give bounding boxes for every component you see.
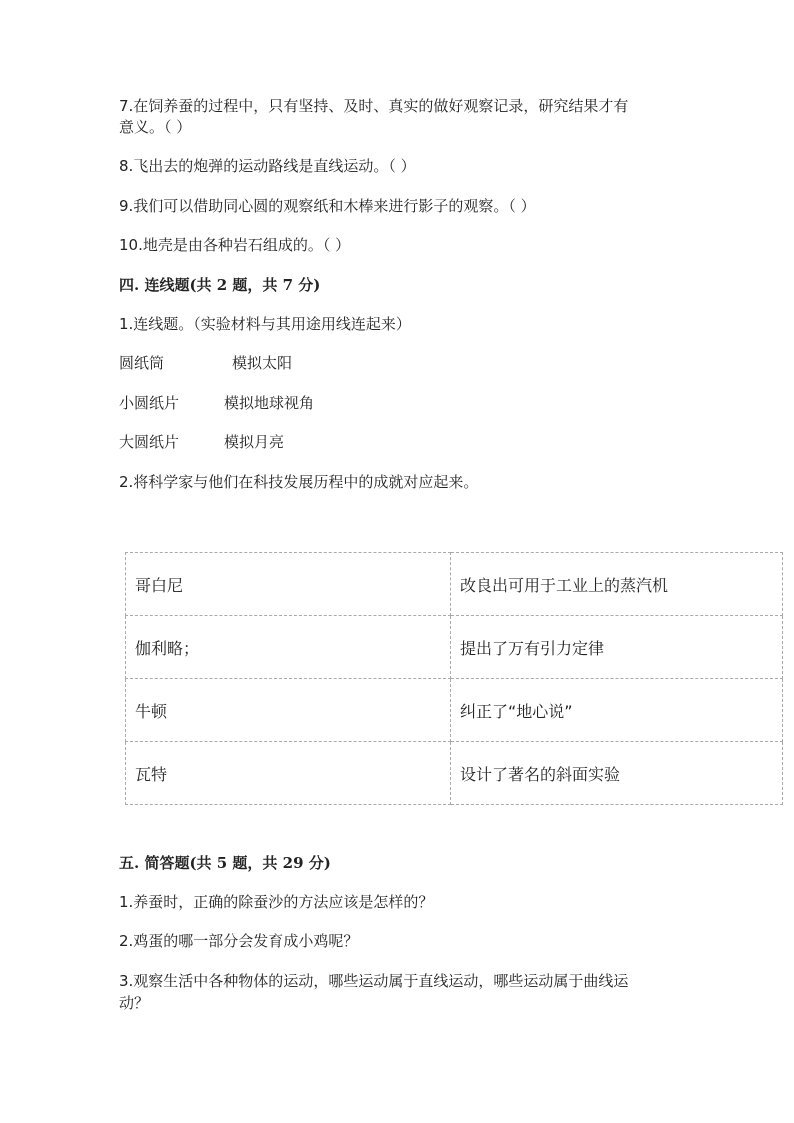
table-row — [126, 553, 783, 616]
question-9: 9.我们可以借助同心圆的观察纸和木棒来进行影子的观察。（ ） — [119, 197, 536, 215]
question-7-line-1: 7.在饲养蚕的过程中，只有坚持、及时、真实的做好观察记录，研究结果才有 — [119, 97, 629, 115]
material-item[interactable]: 大圆纸片 — [119, 433, 180, 451]
achievement-cell[interactable]: 设计了著名的斜面实验 — [451, 742, 783, 805]
scientist-cell[interactable]: 哥白尼 — [126, 553, 451, 616]
table-row — [126, 679, 783, 742]
scientist-cell[interactable]: 瓦特 — [126, 742, 451, 805]
question-10: 10.地壳是由各种岩石组成的。（ ） — [119, 236, 351, 254]
achievement-cell[interactable]: 改良出可用于工业上的蒸汽机 — [451, 553, 783, 616]
section-5-question-3-line-2: 动？ — [119, 994, 150, 1012]
section-4-title: 四. 连线题(共 2 题，共 7 分) — [119, 276, 321, 294]
question-8: 8.飞出去的炮弹的运动路线是直线运动。（ ） — [119, 157, 416, 175]
usage-item[interactable]: 模拟地球视角 — [224, 394, 315, 412]
scientist-cell[interactable]: 伽利略； — [126, 616, 451, 679]
scientist-cell[interactable]: 牛顿 — [126, 679, 451, 742]
table-row — [126, 742, 783, 805]
table-row — [126, 616, 783, 679]
section-5-title: 五. 简答题(共 5 题，共 29 分) — [119, 854, 331, 872]
section-5-question-1: 1.养蚕时，正确的除蚕沙的方法应该是怎样的？ — [119, 893, 434, 911]
section-4-question-1: 1.连线题。（实验材料与其用途用线连起来） — [119, 315, 411, 333]
achievement-cell[interactable]: 纠正了“地心说” — [451, 679, 783, 742]
material-item[interactable]: 小圆纸片 — [119, 394, 180, 412]
scientist-table — [125, 552, 783, 805]
usage-item[interactable]: 模拟太阳 — [232, 354, 293, 372]
usage-item[interactable]: 模拟月亮 — [224, 433, 285, 451]
section-4-question-2: 2.将科学家与他们在科技发展历程中的成就对应起来。 — [119, 473, 479, 491]
achievement-cell[interactable]: 提出了万有引力定律 — [451, 616, 783, 679]
section-5-question-3-line-1: 3.观察生活中各种物体的运动，哪些运动属于直线运动，哪些运动属于曲线运 — [119, 972, 629, 990]
section-5-question-2: 2.鸡蛋的哪一部分会发育成小鸡呢？ — [119, 932, 359, 950]
question-7-line-2: 意义。（ ） — [119, 118, 192, 136]
material-item[interactable]: 圆纸筒 — [119, 354, 165, 372]
